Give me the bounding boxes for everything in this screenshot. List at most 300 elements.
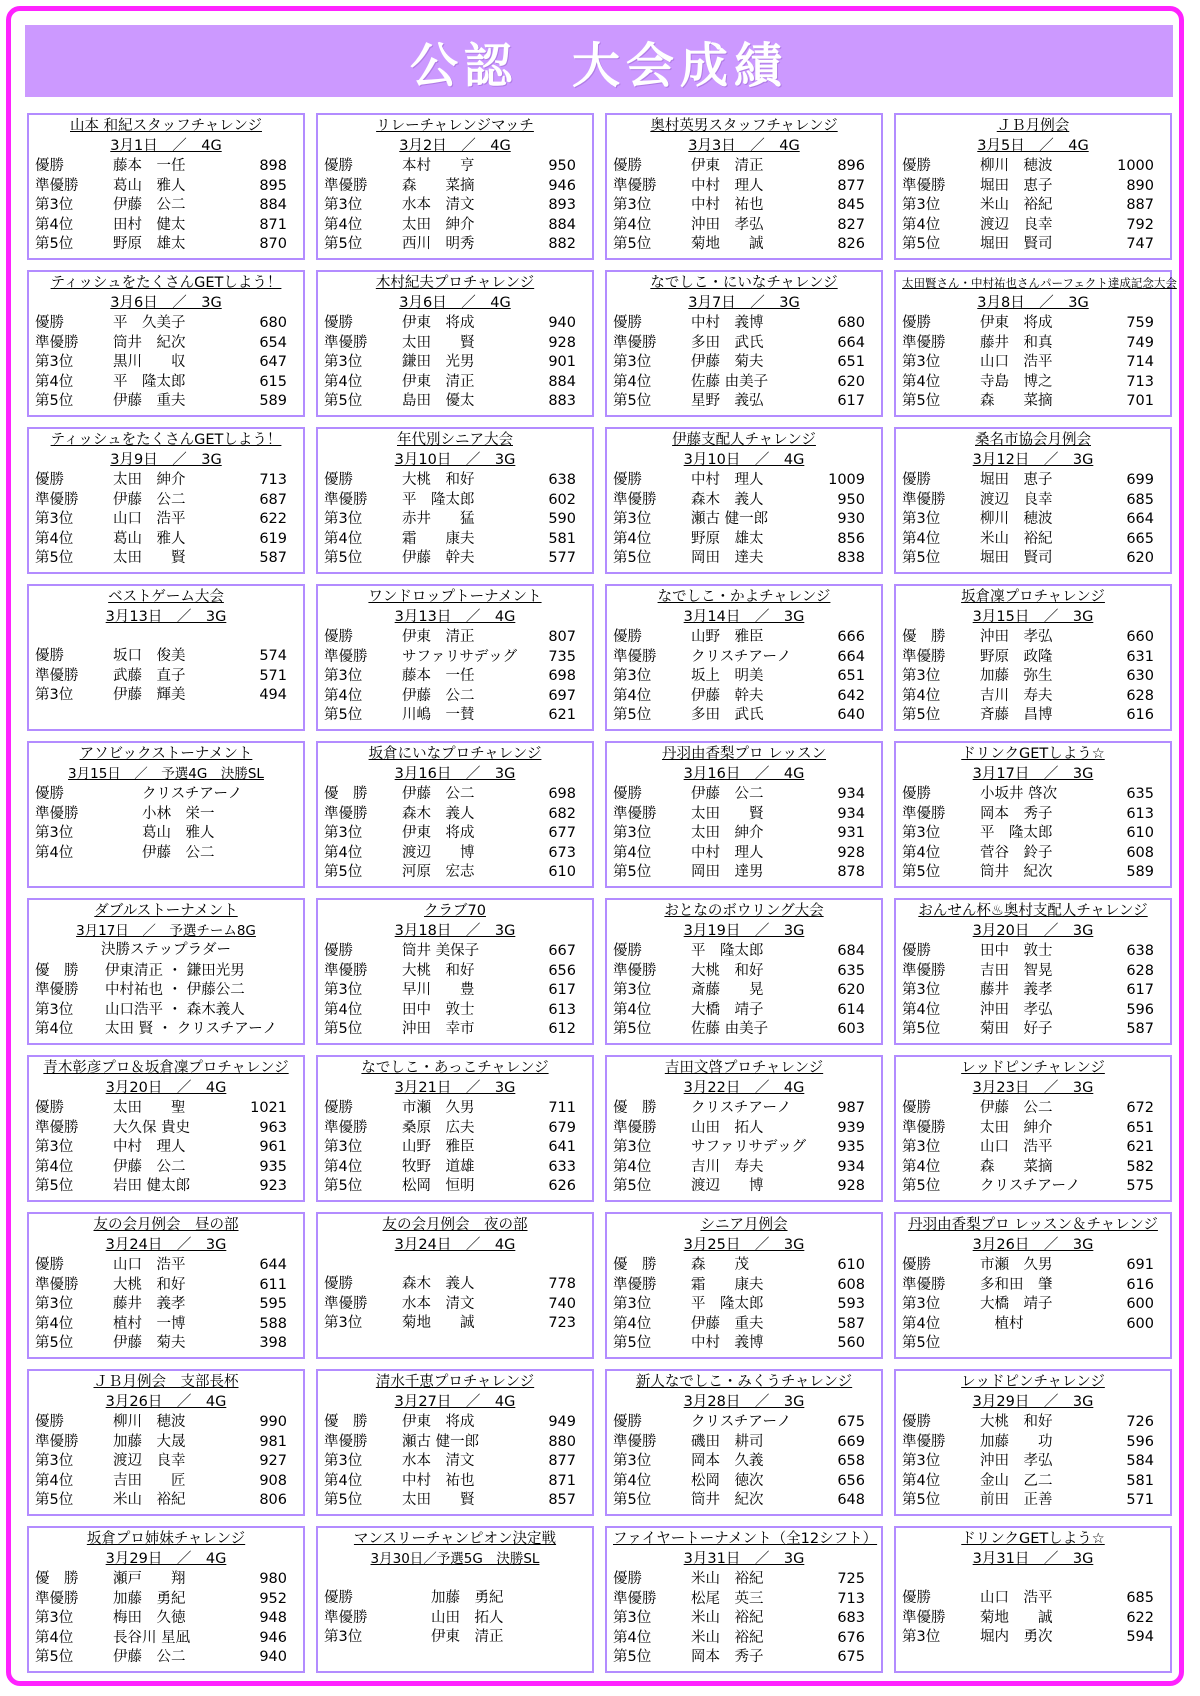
tournament-date-text: 3月27日 ／ 4G bbox=[394, 1393, 516, 1410]
result-score: 612 bbox=[548, 1021, 576, 1037]
tournament-title-text: リレーチャレンジマッチ bbox=[376, 118, 534, 134]
result-row bbox=[324, 1491, 586, 1511]
result-rank: 第3位 bbox=[35, 354, 74, 370]
tournament-date bbox=[613, 294, 875, 314]
result-row bbox=[324, 510, 586, 530]
result-name: 伊東 清正 bbox=[402, 1629, 504, 1645]
result-row bbox=[324, 1275, 586, 1295]
result-rank: 準優勝 bbox=[324, 491, 368, 508]
result-row bbox=[902, 216, 1164, 236]
result-name: 中村 祐也 bbox=[402, 1472, 475, 1489]
tournament-title bbox=[902, 274, 1177, 294]
result-name: 大桃 和好 bbox=[691, 962, 764, 979]
result-score: 656 bbox=[837, 1472, 865, 1489]
tournament-title-text: 丹羽由香梨プロ レッスン＆チャレンジ bbox=[908, 1217, 1158, 1233]
tournament-title-text: ドリンクGETしよう☆ bbox=[961, 1531, 1105, 1547]
result-name: 堀田 賢司 bbox=[980, 550, 1053, 566]
result-score: 620 bbox=[837, 373, 865, 390]
result-row bbox=[35, 216, 297, 236]
tournament-title bbox=[35, 1373, 297, 1393]
tournament-title-text: レッドピンチャレンジ bbox=[961, 1060, 1105, 1076]
result-row bbox=[324, 824, 586, 844]
result-name: 伊藤 公二 bbox=[113, 1649, 186, 1665]
results-list bbox=[324, 471, 586, 569]
result-rank: 第5位 bbox=[35, 1649, 74, 1665]
result-rank: 第4位 bbox=[902, 844, 941, 861]
tournament-date-text: 3月12日 ／ 3G bbox=[972, 451, 1094, 468]
result-score: 596 bbox=[1126, 1001, 1154, 1018]
tournament-title-text: ダブルストーナメント bbox=[94, 903, 238, 919]
result-score: 857 bbox=[548, 1492, 576, 1508]
result-rank: 第5位 bbox=[35, 550, 74, 566]
result-row bbox=[613, 216, 875, 236]
result-row bbox=[902, 196, 1164, 216]
tournament-date bbox=[902, 451, 1164, 471]
result-rank: 第3位 bbox=[324, 354, 363, 370]
result-rank: 準優勝 bbox=[902, 648, 946, 665]
tournament-title bbox=[35, 1059, 297, 1079]
result-name: 堀田 恵子 bbox=[980, 472, 1053, 488]
result-score: 726 bbox=[1126, 1414, 1154, 1430]
result-name: 菊地 誠 bbox=[402, 1315, 475, 1331]
tournament-title-text: ワンドロップトーナメント bbox=[368, 589, 542, 605]
result-score: 697 bbox=[548, 687, 576, 704]
result-name: 米山 裕紀 bbox=[980, 197, 1053, 213]
result-rank: 準優勝 bbox=[35, 1276, 79, 1293]
result-row bbox=[613, 549, 875, 569]
result-score: 648 bbox=[837, 1492, 865, 1508]
result-score: 628 bbox=[1126, 687, 1154, 704]
result-score: 588 bbox=[259, 1315, 287, 1332]
tournament-title-text: 清水千恵プロチャレンジ bbox=[375, 1374, 535, 1390]
result-row bbox=[324, 863, 586, 883]
result-name: 瀬戸 翔 bbox=[113, 1571, 186, 1587]
result-row bbox=[324, 1433, 586, 1453]
result-row bbox=[324, 392, 586, 412]
result-row bbox=[35, 1334, 297, 1354]
result-row bbox=[324, 1099, 586, 1119]
result-name: 伊東 将成 bbox=[402, 825, 475, 841]
result-rank: 準優勝 bbox=[613, 491, 657, 508]
result-score: 608 bbox=[1126, 844, 1154, 861]
result-row bbox=[613, 1020, 875, 1040]
tournament-date-text: 3月16日 ／ 4G bbox=[683, 765, 805, 782]
result-rank: 第4位 bbox=[35, 373, 74, 390]
tournament-card bbox=[894, 1369, 1172, 1516]
result-row bbox=[35, 1609, 297, 1629]
result-rank: 準優勝 bbox=[902, 1119, 946, 1136]
result-name: 本村 亨 bbox=[402, 158, 475, 174]
result-score bbox=[530, 1628, 586, 1648]
result-rank: 第4位 bbox=[902, 530, 941, 547]
result-score: 880 bbox=[548, 1433, 576, 1450]
result-name: 山野 雅臣 bbox=[402, 1139, 475, 1155]
tournament-note: 決勝ステップラダー bbox=[100, 942, 232, 958]
result-score: 616 bbox=[1126, 1276, 1154, 1293]
result-row bbox=[324, 667, 586, 687]
tournament-title bbox=[613, 1059, 875, 1079]
result-rank: 第4位 bbox=[35, 844, 74, 861]
tournament-title bbox=[613, 117, 875, 137]
result-rank: 優勝 bbox=[324, 943, 353, 959]
result-row bbox=[35, 1119, 297, 1139]
tournament-title-text: おとなのボウリング大会 bbox=[664, 903, 824, 919]
tournament-card bbox=[27, 1055, 305, 1202]
result-score bbox=[245, 1001, 301, 1021]
tournament-date-text: 3月24日 ／ 3G bbox=[105, 1236, 227, 1253]
result-name: 大桃 和好 bbox=[402, 472, 475, 488]
result-row bbox=[902, 863, 1164, 883]
tournament-card bbox=[894, 113, 1172, 260]
result-rank: 第5位 bbox=[902, 707, 941, 723]
tournament-card bbox=[316, 427, 594, 574]
result-score: 711 bbox=[548, 1100, 576, 1116]
result-score: 934 bbox=[837, 805, 865, 822]
tournament-date-text: 3月7日 ／ 3G bbox=[688, 294, 800, 311]
result-score: 574 bbox=[259, 648, 287, 664]
result-rank: 第5位 bbox=[324, 236, 363, 252]
result-rank: 優勝 bbox=[613, 1414, 642, 1430]
tournament-date bbox=[324, 294, 586, 314]
result-name: 岡田 達男 bbox=[691, 864, 764, 880]
result-score: 747 bbox=[1126, 236, 1154, 252]
result-row bbox=[902, 1609, 1164, 1629]
result-score: 584 bbox=[1126, 1453, 1154, 1469]
result-rank: 優勝 bbox=[902, 1414, 931, 1430]
result-row bbox=[324, 1001, 586, 1021]
result-name: 筒井 紀次 bbox=[980, 864, 1053, 880]
tournament-card bbox=[894, 427, 1172, 574]
tournament-date-text: 3月13日 ／ 4G bbox=[394, 608, 516, 625]
tournament-date-text: 3月25日 ／ 3G bbox=[683, 1236, 805, 1253]
result-rank: 第3位 bbox=[902, 354, 941, 370]
tournament-card bbox=[316, 270, 594, 417]
result-row bbox=[613, 1256, 875, 1276]
tournament-date bbox=[613, 1550, 875, 1570]
tournament-title-text: 丹羽由香梨プロ レッスン bbox=[662, 746, 826, 762]
result-rank: 第4位 bbox=[35, 1158, 74, 1175]
result-name: 渡辺 良幸 bbox=[980, 491, 1053, 508]
result-rank: 準優勝 bbox=[613, 805, 657, 822]
tournament-date-text: 3月24日 ／ 4G bbox=[394, 1236, 516, 1253]
result-row bbox=[613, 1158, 875, 1178]
result-name: 岡本 秀子 bbox=[691, 1649, 764, 1665]
result-name: 菊地 誠 bbox=[980, 1609, 1053, 1626]
tournament-title bbox=[35, 1216, 297, 1236]
result-row bbox=[902, 942, 1164, 962]
tournament-title bbox=[613, 431, 875, 451]
result-name: 太田 賢 bbox=[691, 805, 764, 822]
result-score: 602 bbox=[548, 491, 576, 508]
result-name: 加藤 大晟 bbox=[113, 1433, 186, 1450]
result-row bbox=[324, 942, 586, 962]
result-name: 中村 祐也 bbox=[691, 197, 764, 213]
result-row bbox=[324, 235, 586, 255]
result-score: 638 bbox=[1126, 943, 1154, 959]
result-row bbox=[902, 1491, 1164, 1511]
tournament-date bbox=[35, 922, 297, 942]
result-score: 871 bbox=[548, 1472, 576, 1489]
result-row bbox=[613, 235, 875, 255]
tournament-date-text: 3月10日 ／ 3G bbox=[394, 451, 516, 468]
result-row bbox=[35, 1570, 297, 1590]
result-rank: 第4位 bbox=[324, 1158, 363, 1175]
result-row bbox=[324, 981, 586, 1001]
tournament-title-text: 坂倉にいなプロチャレンジ bbox=[368, 746, 542, 762]
result-rank: 準優勝 bbox=[902, 177, 946, 194]
result-row bbox=[613, 373, 875, 393]
results-list bbox=[35, 647, 297, 706]
tournament-title bbox=[902, 1530, 1164, 1550]
result-rank: 第3位 bbox=[613, 354, 652, 370]
result-name: 加藤 勇紀 bbox=[402, 1590, 504, 1606]
tournament-date-text: 3月20日 ／ 4G bbox=[105, 1079, 227, 1096]
tournament-card bbox=[316, 584, 594, 731]
result-score: 680 bbox=[259, 315, 287, 331]
result-row bbox=[324, 471, 586, 491]
tournament-card bbox=[27, 427, 305, 574]
tournament-title bbox=[902, 902, 1164, 922]
tournament-date bbox=[902, 137, 1164, 157]
tournament-title-text: おんせん杯♨奥村支配人チャレンジ bbox=[918, 903, 1148, 919]
result-score: 617 bbox=[548, 982, 576, 998]
result-row bbox=[324, 491, 586, 511]
result-name: 山口 浩平 bbox=[980, 1139, 1053, 1155]
result-name: 伊藤 公二 bbox=[113, 491, 186, 508]
result-name: 伊藤 公二 bbox=[113, 197, 186, 213]
result-score: 664 bbox=[1126, 511, 1154, 527]
result-name: 葛山 雅人 bbox=[113, 530, 186, 547]
result-name: 梅田 久徳 bbox=[113, 1610, 186, 1626]
result-name: 森 菜摘 bbox=[980, 1158, 1053, 1175]
result-rank: 第3位 bbox=[35, 1610, 74, 1626]
result-rank: 第5位 bbox=[324, 550, 363, 566]
result-name: 大久保 貴史 bbox=[113, 1119, 191, 1136]
results-list bbox=[613, 785, 875, 883]
result-row bbox=[902, 314, 1164, 334]
result-score: 901 bbox=[548, 354, 576, 370]
result-name: 長谷川 星凪 bbox=[113, 1629, 191, 1646]
result-row bbox=[902, 1158, 1164, 1178]
result-rank: 優勝 bbox=[902, 158, 931, 174]
result-name: 柳川 穂波 bbox=[980, 158, 1053, 174]
result-score: 577 bbox=[548, 550, 576, 566]
result-row bbox=[35, 1433, 297, 1453]
result-row bbox=[902, 1177, 1164, 1197]
result-rank: 第3位 bbox=[324, 511, 363, 527]
result-name: 川嶋 一賛 bbox=[402, 707, 475, 723]
result-row bbox=[902, 706, 1164, 726]
result-rank: 第4位 bbox=[35, 530, 74, 547]
result-name: 伊藤 幹夫 bbox=[691, 687, 764, 704]
result-row bbox=[324, 1158, 586, 1178]
results-list bbox=[35, 1256, 297, 1354]
result-rank: 第4位 bbox=[613, 373, 652, 390]
result-row bbox=[35, 177, 297, 197]
result-row bbox=[324, 805, 586, 825]
result-name: 山口 浩平 bbox=[980, 354, 1053, 370]
result-rank: 準優勝 bbox=[902, 334, 946, 351]
result-rank: 第3位 bbox=[324, 1315, 363, 1331]
result-rank: 第4位 bbox=[35, 1315, 74, 1332]
tournament-title-text: ＪＢ月例会 支部長杯 bbox=[93, 1374, 239, 1390]
tournament-title-text: 友の会月例会 昼の部 bbox=[93, 1217, 239, 1233]
result-rank: 第5位 bbox=[35, 1178, 74, 1194]
result-name: 伊東清正 ・ 鎌田光男 bbox=[105, 962, 245, 979]
result-score bbox=[245, 981, 301, 1001]
result-row bbox=[902, 157, 1164, 177]
result-row bbox=[324, 334, 586, 354]
tournament-title bbox=[35, 1530, 297, 1550]
tournament-date bbox=[902, 1236, 1164, 1256]
result-row bbox=[35, 647, 297, 667]
result-rank: 優勝 bbox=[35, 472, 64, 488]
result-score: 635 bbox=[1126, 786, 1154, 802]
tournament-title bbox=[613, 1216, 875, 1236]
result-row bbox=[902, 962, 1164, 982]
result-rank: 第5位 bbox=[35, 1335, 74, 1351]
tournament-date-text: 3月18日 ／ 3G bbox=[394, 922, 516, 939]
tournament-title bbox=[613, 1373, 875, 1393]
tournament-title bbox=[902, 588, 1164, 608]
result-score: 644 bbox=[259, 1257, 287, 1273]
result-score: 893 bbox=[548, 197, 576, 213]
result-row bbox=[324, 196, 586, 216]
result-name: 森 菜摘 bbox=[402, 177, 475, 194]
result-row bbox=[902, 235, 1164, 255]
tournament-card bbox=[894, 270, 1177, 417]
tournament-title-text: クラブ70 bbox=[424, 903, 486, 919]
result-row bbox=[613, 824, 875, 844]
tournament-title bbox=[35, 431, 297, 451]
result-name: 牧野 道雄 bbox=[402, 1158, 475, 1175]
tournament-date bbox=[324, 922, 586, 942]
result-row bbox=[902, 1138, 1164, 1158]
result-name: 水本 清文 bbox=[402, 1453, 475, 1469]
tournament-card bbox=[605, 741, 883, 888]
result-row bbox=[613, 1629, 875, 1649]
tournament-title-text: 吉田文啓プロチャレンジ bbox=[664, 1060, 824, 1076]
result-score: 494 bbox=[259, 687, 287, 703]
tournament-date bbox=[902, 1079, 1164, 1099]
result-rank: 優 勝 bbox=[902, 629, 946, 645]
result-name: クリスチアーノ bbox=[691, 1414, 792, 1430]
result-score: 928 bbox=[548, 334, 576, 351]
tournament-title-text: アソビックストーナメント bbox=[79, 746, 253, 762]
result-rank: 第3位 bbox=[35, 197, 74, 213]
result-score bbox=[245, 962, 301, 982]
result-rank: 第3位 bbox=[35, 687, 74, 703]
result-score: 807 bbox=[548, 629, 576, 645]
result-score: 935 bbox=[837, 1139, 865, 1155]
result-name: クリスチアーノ bbox=[980, 1178, 1081, 1194]
tournament-title-text: 奥村英男スタッフチャレンジ bbox=[650, 118, 838, 134]
result-score: 928 bbox=[837, 1178, 865, 1194]
result-score: 950 bbox=[837, 491, 865, 508]
tournament-title-text: なでしこ・かよチャレンジ bbox=[657, 589, 831, 605]
result-rank: 第5位 bbox=[324, 1492, 363, 1508]
result-rank: 第5位 bbox=[902, 864, 941, 880]
result-rank: 第4位 bbox=[613, 687, 652, 704]
result-score: 660 bbox=[1126, 629, 1154, 645]
result-row bbox=[35, 314, 297, 334]
result-score: 963 bbox=[259, 1119, 287, 1136]
tournament-date bbox=[613, 451, 875, 471]
result-name: 太田 賢 bbox=[402, 1492, 475, 1508]
result-name: 伊藤 幹夫 bbox=[402, 550, 475, 566]
tournament-card bbox=[894, 898, 1172, 1045]
result-name: 霜 康夫 bbox=[691, 1276, 764, 1293]
result-rank: 優勝 bbox=[324, 1276, 353, 1292]
result-score: 666 bbox=[837, 629, 865, 645]
result-rank: 第5位 bbox=[35, 1492, 74, 1508]
tournament-title bbox=[613, 588, 875, 608]
result-score: 701 bbox=[1126, 393, 1154, 409]
result-rank: 第3位 bbox=[902, 668, 941, 684]
result-score: 946 bbox=[259, 1629, 287, 1646]
result-score: 884 bbox=[259, 197, 287, 213]
tournament-title-text: 桑名市協会月例会 bbox=[975, 432, 1091, 448]
result-name: 伊藤 公二 bbox=[691, 786, 764, 802]
result-row bbox=[613, 157, 875, 177]
result-rank: 第4位 bbox=[35, 1472, 74, 1489]
tournament-date bbox=[35, 1550, 297, 1570]
result-name: 森木 義人 bbox=[402, 805, 475, 822]
result-score bbox=[530, 1609, 586, 1629]
tournament-date-text: 3月13日 ／ 3G bbox=[105, 608, 227, 625]
tournament-date bbox=[324, 608, 586, 628]
tournament-date-text: 3月28日 ／ 3G bbox=[683, 1393, 805, 1410]
result-score: 927 bbox=[259, 1453, 287, 1469]
result-rank: 優勝 bbox=[35, 315, 64, 331]
result-row bbox=[902, 1276, 1164, 1296]
tournament-title bbox=[902, 117, 1164, 137]
result-score: 698 bbox=[548, 668, 576, 684]
result-score: 884 bbox=[548, 373, 576, 390]
result-row bbox=[613, 177, 875, 197]
result-score: 1009 bbox=[828, 472, 865, 488]
tournament-date-text: 3月31日 ／ 3G bbox=[683, 1550, 805, 1567]
result-name: 葛山 雅人 bbox=[113, 825, 215, 841]
tournament-title-text: シニア月例会 bbox=[700, 1217, 788, 1233]
result-name: 斉藤 昌博 bbox=[980, 707, 1053, 723]
tournament-date bbox=[35, 608, 297, 628]
result-name: 伊藤 公二 bbox=[402, 786, 475, 802]
result-score: 656 bbox=[548, 962, 576, 979]
tournament-card bbox=[605, 113, 883, 260]
tournament-date bbox=[324, 1393, 586, 1413]
results-list bbox=[35, 471, 297, 569]
tournament-card bbox=[605, 1212, 883, 1359]
result-name: 伊東 清正 bbox=[402, 373, 475, 390]
result-row bbox=[324, 1609, 586, 1629]
result-name: サファリサデッグ bbox=[691, 1139, 807, 1155]
results-grid bbox=[27, 113, 1177, 1673]
result-row bbox=[324, 177, 586, 197]
result-rank: 第5位 bbox=[902, 1335, 941, 1351]
tournament-card bbox=[894, 584, 1172, 731]
result-score: 940 bbox=[548, 315, 576, 331]
result-rank: 第3位 bbox=[35, 1453, 74, 1469]
result-name: 藤井 和真 bbox=[980, 334, 1053, 351]
results-list bbox=[35, 157, 297, 255]
result-score: 581 bbox=[548, 530, 576, 547]
result-name: 太田 紳介 bbox=[691, 825, 764, 841]
tournament-card bbox=[894, 1055, 1172, 1202]
tournament-date-text: 3月5日 ／ 4G bbox=[977, 137, 1089, 154]
result-score: 587 bbox=[837, 1315, 865, 1332]
result-row bbox=[613, 1491, 875, 1511]
